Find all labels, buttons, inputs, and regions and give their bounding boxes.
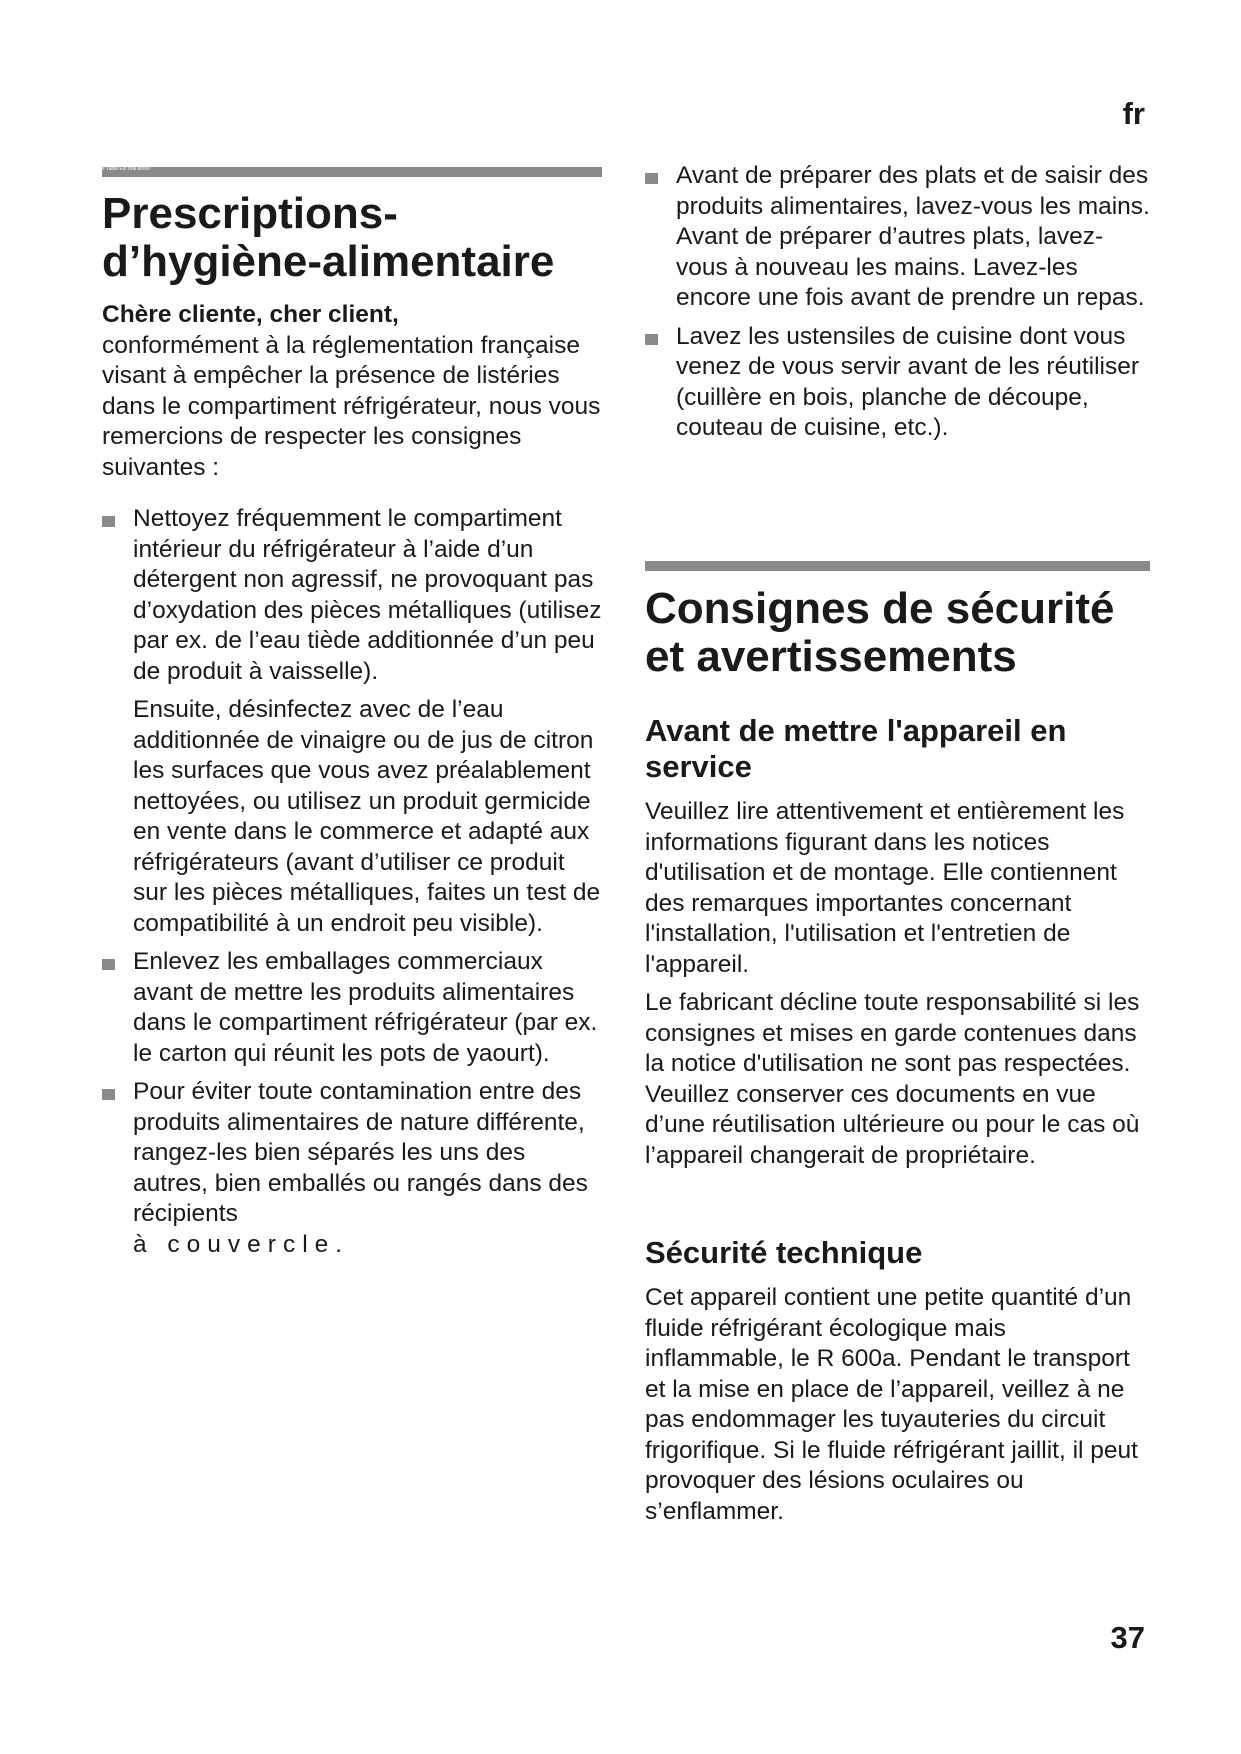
- subsection-heading: Avant de mettre l'appareil en service: [645, 713, 1067, 784]
- hygiene-list: [102, 504, 602, 1268]
- list-item: [102, 947, 602, 1069]
- section-rule: [645, 561, 1150, 571]
- hygiene-list-continued: [645, 161, 1150, 452]
- list-item: [645, 322, 1150, 444]
- page-title: Prescriptions- d’hygiène-alimentaire: [102, 189, 555, 286]
- section-title: Consignes de sécurité et avertissements: [645, 584, 1115, 681]
- intro-paragraph: conformément à la réglementation française visant à empêcher la présence de listéries dans le compartiment réfrigérateur, nous vous remercions de respecter les consignes suivantes :: [102, 331, 601, 481]
- page-number: 37: [1110, 1620, 1145, 1655]
- list-item-text: Enlevez les emballages commerciaux avant de mettre les produits alimentaires dans le compartiment réfrigérateur (par ex. le carton qui réunit les pots de yaourt).: [133, 948, 598, 1067]
- list-item-text: Lavez les ustensiles de cuisine dont vous venez de vous servir avant de les réutiliser (cuillère en bois, planche de découpe, couteau de cuisine, etc.).: [676, 322, 1139, 441]
- language-code: fr: [1122, 96, 1145, 131]
- list-item-text: Avant de préparer des plats et de saisir des produits alimentaires, lavez-vous les mains. Avant de préparer d’autres plats, lavez-vous à nouveau les mains. Lavez-les encore une fois avant de prendre un repas.: [676, 162, 1150, 311]
- subsection-body: [645, 1283, 1150, 1527]
- intro-block: [102, 300, 602, 483]
- list-item: [645, 161, 1150, 314]
- subsection-heading: Sécurité technique: [645, 1235, 923, 1270]
- list-item: [102, 1077, 602, 1260]
- paragraph: Cet appareil contient une petite quantité d’un fluide réfrigérant écologique mais inflammable, le R 600a. Pendant le transport et la mise en place de l’appareil, veillez à ne pas endommager les tuyauteries du circuit frigorifique. Si le fluide réfrigérant jaillit, il peut provoquer des lésions oculaires ou s’enflammer.: [645, 1284, 1138, 1525]
- list-item-text: Pour éviter toute contamination entre des produits alimentaires de nature différente, rangez-les bien séparés les uns des autres, bien emballés ou rangés dans des récipients: [133, 1078, 588, 1227]
- list-item-continuation: Ensuite, désinfectez avec de l’eau additionnée de vinaigre ou de jus de citron les surfaces que vous avez préalablement nettoyées, ou utilisez un produit germicide en vente dans le commerce et adapté aux réfrigérateurs (avant d’utiliser ce produit sur les pièces métalliques, faites un test de compatibilité à un endroit peu visible).: [133, 696, 601, 937]
- salutation: Chère cliente, cher client,: [102, 301, 399, 328]
- rule-tag: # Table Ein mal eins®: [102, 166, 151, 172]
- paragraph: Le fabricant décline toute responsabilité si les consignes et mises en garde contenues dans la notice d'utilisation ne sont pas respectées. Veuillez conserver ces documents en vue d’une réutilisation ultérieure ou pour le cas où l’appareil changerait de propriétaire.: [645, 989, 1140, 1169]
- list-item-text: Nettoyez fréquemment le compartiment intérieur du réfrigérateur à l’aide d’un détergent non agressif, ne provoquant pas d’oxydation des pièces métalliques (utilisez par ex. de l’eau tiède additionnée d’un peu de produit à vaisselle).: [133, 505, 602, 685]
- paragraph: Veuillez lire attentivement et entièrement les informations figurant dans les notices d'utilisation et de montage. Elle contiennent des remarques importantes concernant l'installation, l'utilisation et l'entretien de l'appareil.: [645, 798, 1125, 978]
- subsection-body: [645, 797, 1150, 1179]
- list-item-tail: à couvercle.: [133, 1230, 350, 1258]
- list-item: [102, 504, 602, 939]
- section-rule: [102, 167, 602, 177]
